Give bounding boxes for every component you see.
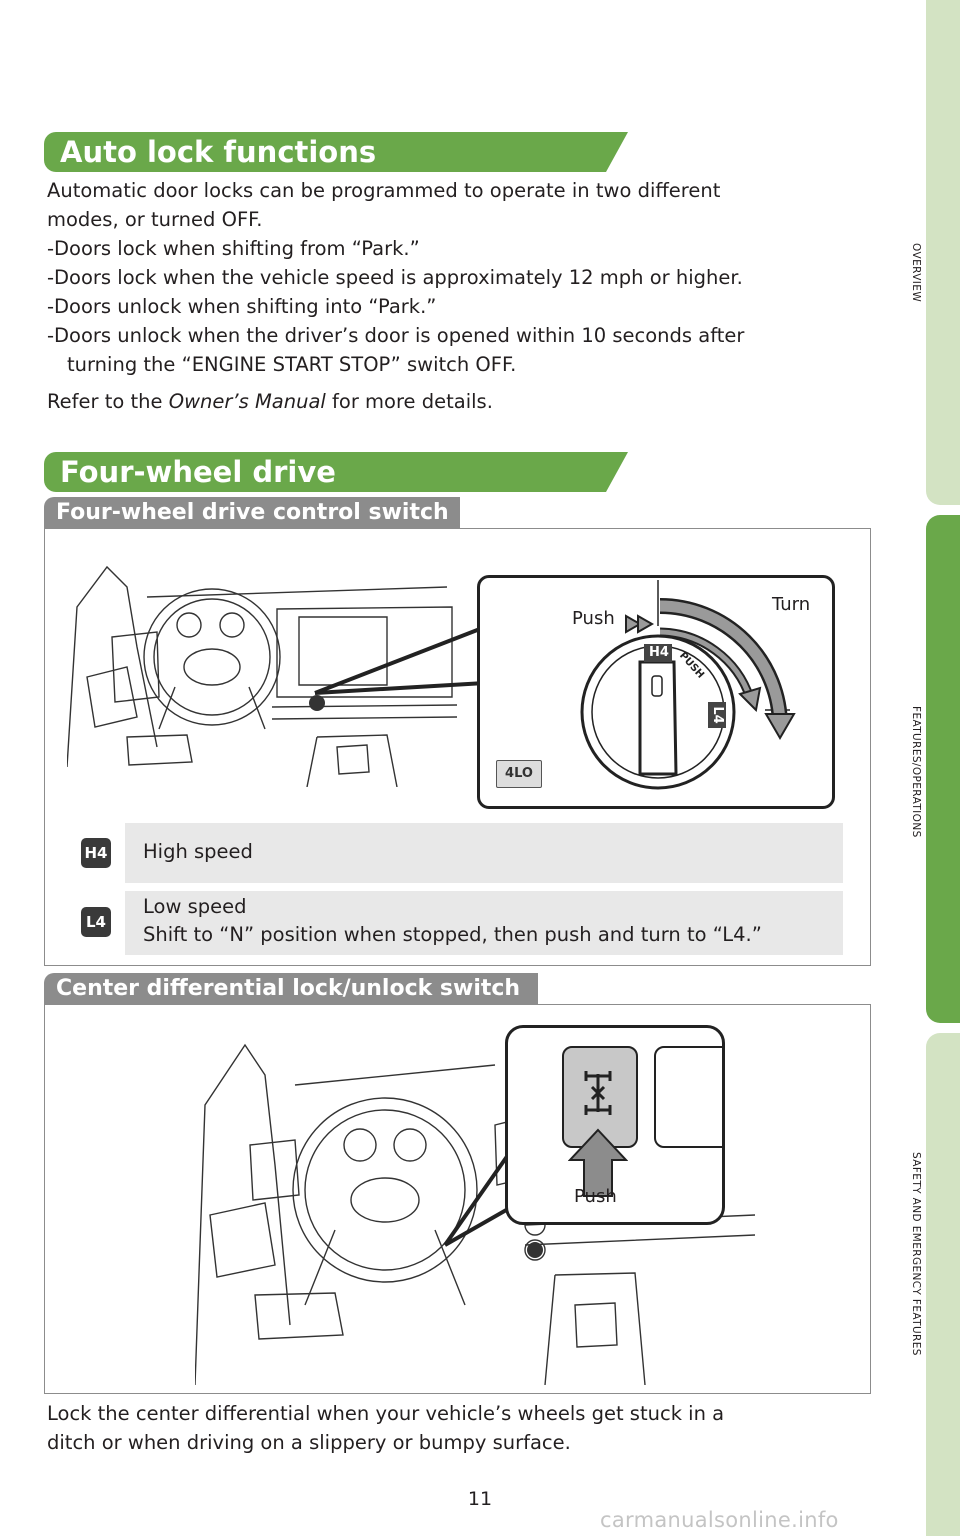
- auto-lock-refer: [47, 387, 867, 416]
- diff-lock-icon: [578, 1068, 618, 1118]
- dial-l4-label: L4: [710, 706, 725, 724]
- control-switch-subhead: [44, 497, 460, 529]
- sidebar-tab-safety[interactable]: [926, 1033, 960, 1536]
- center-diff-figure: [44, 1004, 871, 1394]
- high-speed-label: High speed: [143, 840, 253, 863]
- auto-lock-body: [47, 176, 867, 416]
- dial-callout: [477, 575, 835, 809]
- low-speed-desc: Shift to “N” position when stopped, then push and turn to “L4.”: [143, 923, 762, 946]
- center-diff-subtitle: Center differential lock/unlock switch: [56, 976, 521, 1001]
- sidebar-label-safety: SAFETY AND EMERGENCY FEATURES: [910, 1152, 922, 1356]
- high-speed-row: [125, 823, 843, 883]
- sidebar-tab-overview[interactable]: [926, 0, 960, 505]
- auto-lock-item-1: -Doors lock when shifting from “Park.”: [47, 237, 420, 260]
- auto-lock-item-2: -Doors lock when the vehicle speed is approximately 12 mph or higher.: [47, 266, 743, 289]
- diff-panel-right: [654, 1046, 725, 1148]
- auto-lock-intro-2: modes, or turned OFF.: [47, 208, 263, 231]
- auto-lock-banner: [44, 132, 606, 172]
- refer-suffix: for more details.: [325, 390, 493, 413]
- auto-lock-item-4: -Doors unlock when the driver’s door is opened within 10 seconds after: [47, 324, 745, 347]
- center-diff-desc-2: ditch or when driving on a slippery or bumpy surface.: [47, 1431, 571, 1454]
- auto-lock-title: Auto lock functions: [60, 135, 377, 169]
- l4-key-icon: L4: [81, 907, 111, 937]
- four-wheel-banner: [44, 452, 606, 492]
- page-number: 11: [467, 1488, 493, 1510]
- auto-lock-item-3: -Doors unlock when shifting into “Park.”: [47, 295, 437, 318]
- auto-lock-item-4-cont: turning the “ENGINE START STOP” switch OFF.: [67, 353, 517, 376]
- center-diff-subhead: [44, 973, 538, 1005]
- control-switch-figure: [44, 528, 871, 966]
- center-diff-desc: [47, 1399, 867, 1457]
- push-label-2: Push: [574, 1186, 617, 1207]
- turn-label: Turn: [772, 594, 811, 615]
- owners-manual-ref: Owner’s Manual: [168, 390, 326, 413]
- sidebar-label-features: FEATURES/OPERATIONS: [910, 706, 922, 838]
- dial-push-label: PUSH: [677, 650, 706, 681]
- indicator-4lo: 4LO: [496, 760, 542, 788]
- control-switch-subtitle: Four-wheel drive control switch: [56, 500, 449, 525]
- low-speed-row: [125, 891, 843, 955]
- push-label-1: Push: [572, 608, 615, 629]
- sidebar-tab-features[interactable]: [926, 515, 960, 1023]
- dial-h4-label: H4: [649, 645, 669, 660]
- h4-key-icon: H4: [81, 838, 111, 868]
- diff-callout: [505, 1025, 725, 1225]
- refer-prefix: Refer to the: [47, 390, 169, 413]
- center-diff-desc-1: Lock the center differential when your vehicle’s wheels get stuck in a: [47, 1402, 725, 1425]
- sidebar-label-overview: OVERVIEW: [910, 243, 922, 303]
- low-speed-label: Low speed: [143, 895, 247, 918]
- watermark: carmanualsonline.info: [600, 1508, 839, 1532]
- four-wheel-title: Four-wheel drive: [60, 455, 336, 489]
- auto-lock-intro-1: Automatic door locks can be programmed to operate in two different: [47, 179, 721, 202]
